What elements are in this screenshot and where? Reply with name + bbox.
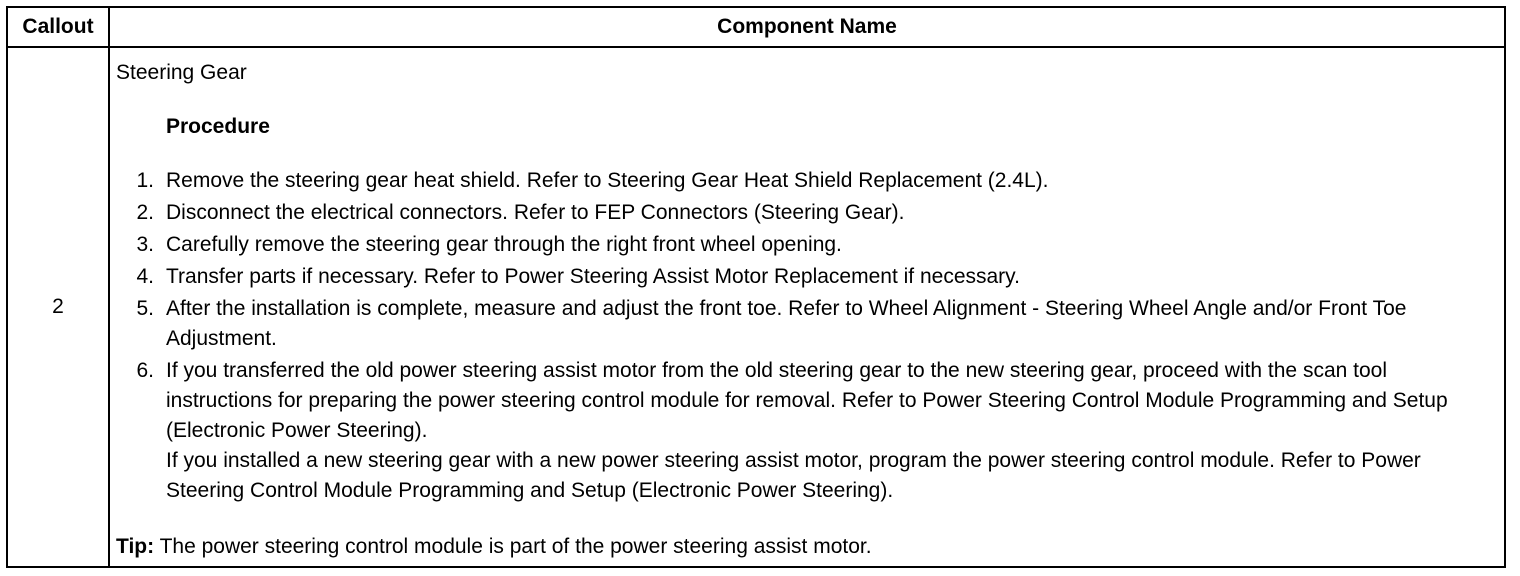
component-title: Steering Gear [116,61,247,84]
procedure-step [116,166,1498,196]
procedure-step [116,294,1498,354]
step-number: 4. [136,265,154,288]
procedure-step [116,356,1498,506]
callout-number: 2 [7,47,109,567]
component-name-header: Component Name [109,7,1505,47]
tip-text: The power steering control module is part of the power steering assist motor. [154,535,872,558]
step-text: Transfer parts if necessary. Refer to Power Steering Assist Motor Replacement if necessary. [166,265,1020,288]
step-text: After the installation is complete, measure and adjust the front toe. Refer to Wheel Alignment - Steering Wheel Angle and/or Front Toe Adjustment. [166,297,1407,350]
procedure-step [116,230,1498,260]
step-extra-text: If you installed a new steering gear with a new power steering assist motor, program the power steering control module. Refer to Power Steering Control Module Programming and Setup (Electronic Power Steering). [166,449,1421,502]
tip-note [116,532,1498,562]
step-text: Disconnect the electrical connectors. Refer to FEP Connectors (Steering Gear). [166,201,905,224]
procedure-steps [116,166,1498,506]
tip-label: Tip: [116,535,155,558]
step-number: 2. [136,201,154,224]
step-number: 3. [136,233,154,256]
callout-header: Callout [7,7,109,47]
step-number: 6. [136,359,154,382]
step-text: If you transferred the old power steering assist motor from the old steering gear to the new steering gear, proceed with the scan tool instructions for preparing the power steering control module for removal. Refer to Power Steering Control Module Programming and Setup (Electronic Power Steering). [166,359,1448,442]
step-text: Carefully remove the steering gear through the right front wheel opening. [166,233,842,256]
procedure-step [116,262,1498,292]
procedure-heading: Procedure [166,115,270,138]
step-text: Remove the steering gear heat shield. Refer to Steering Gear Heat Shield Replacement (2.4L). [166,169,1049,192]
header-row [7,7,1505,47]
table-row [7,47,1505,567]
component-table [6,6,1506,568]
step-number: 5. [136,297,154,320]
procedure-step [116,198,1498,228]
component-content [109,47,1505,567]
step-number: 1. [136,169,154,192]
